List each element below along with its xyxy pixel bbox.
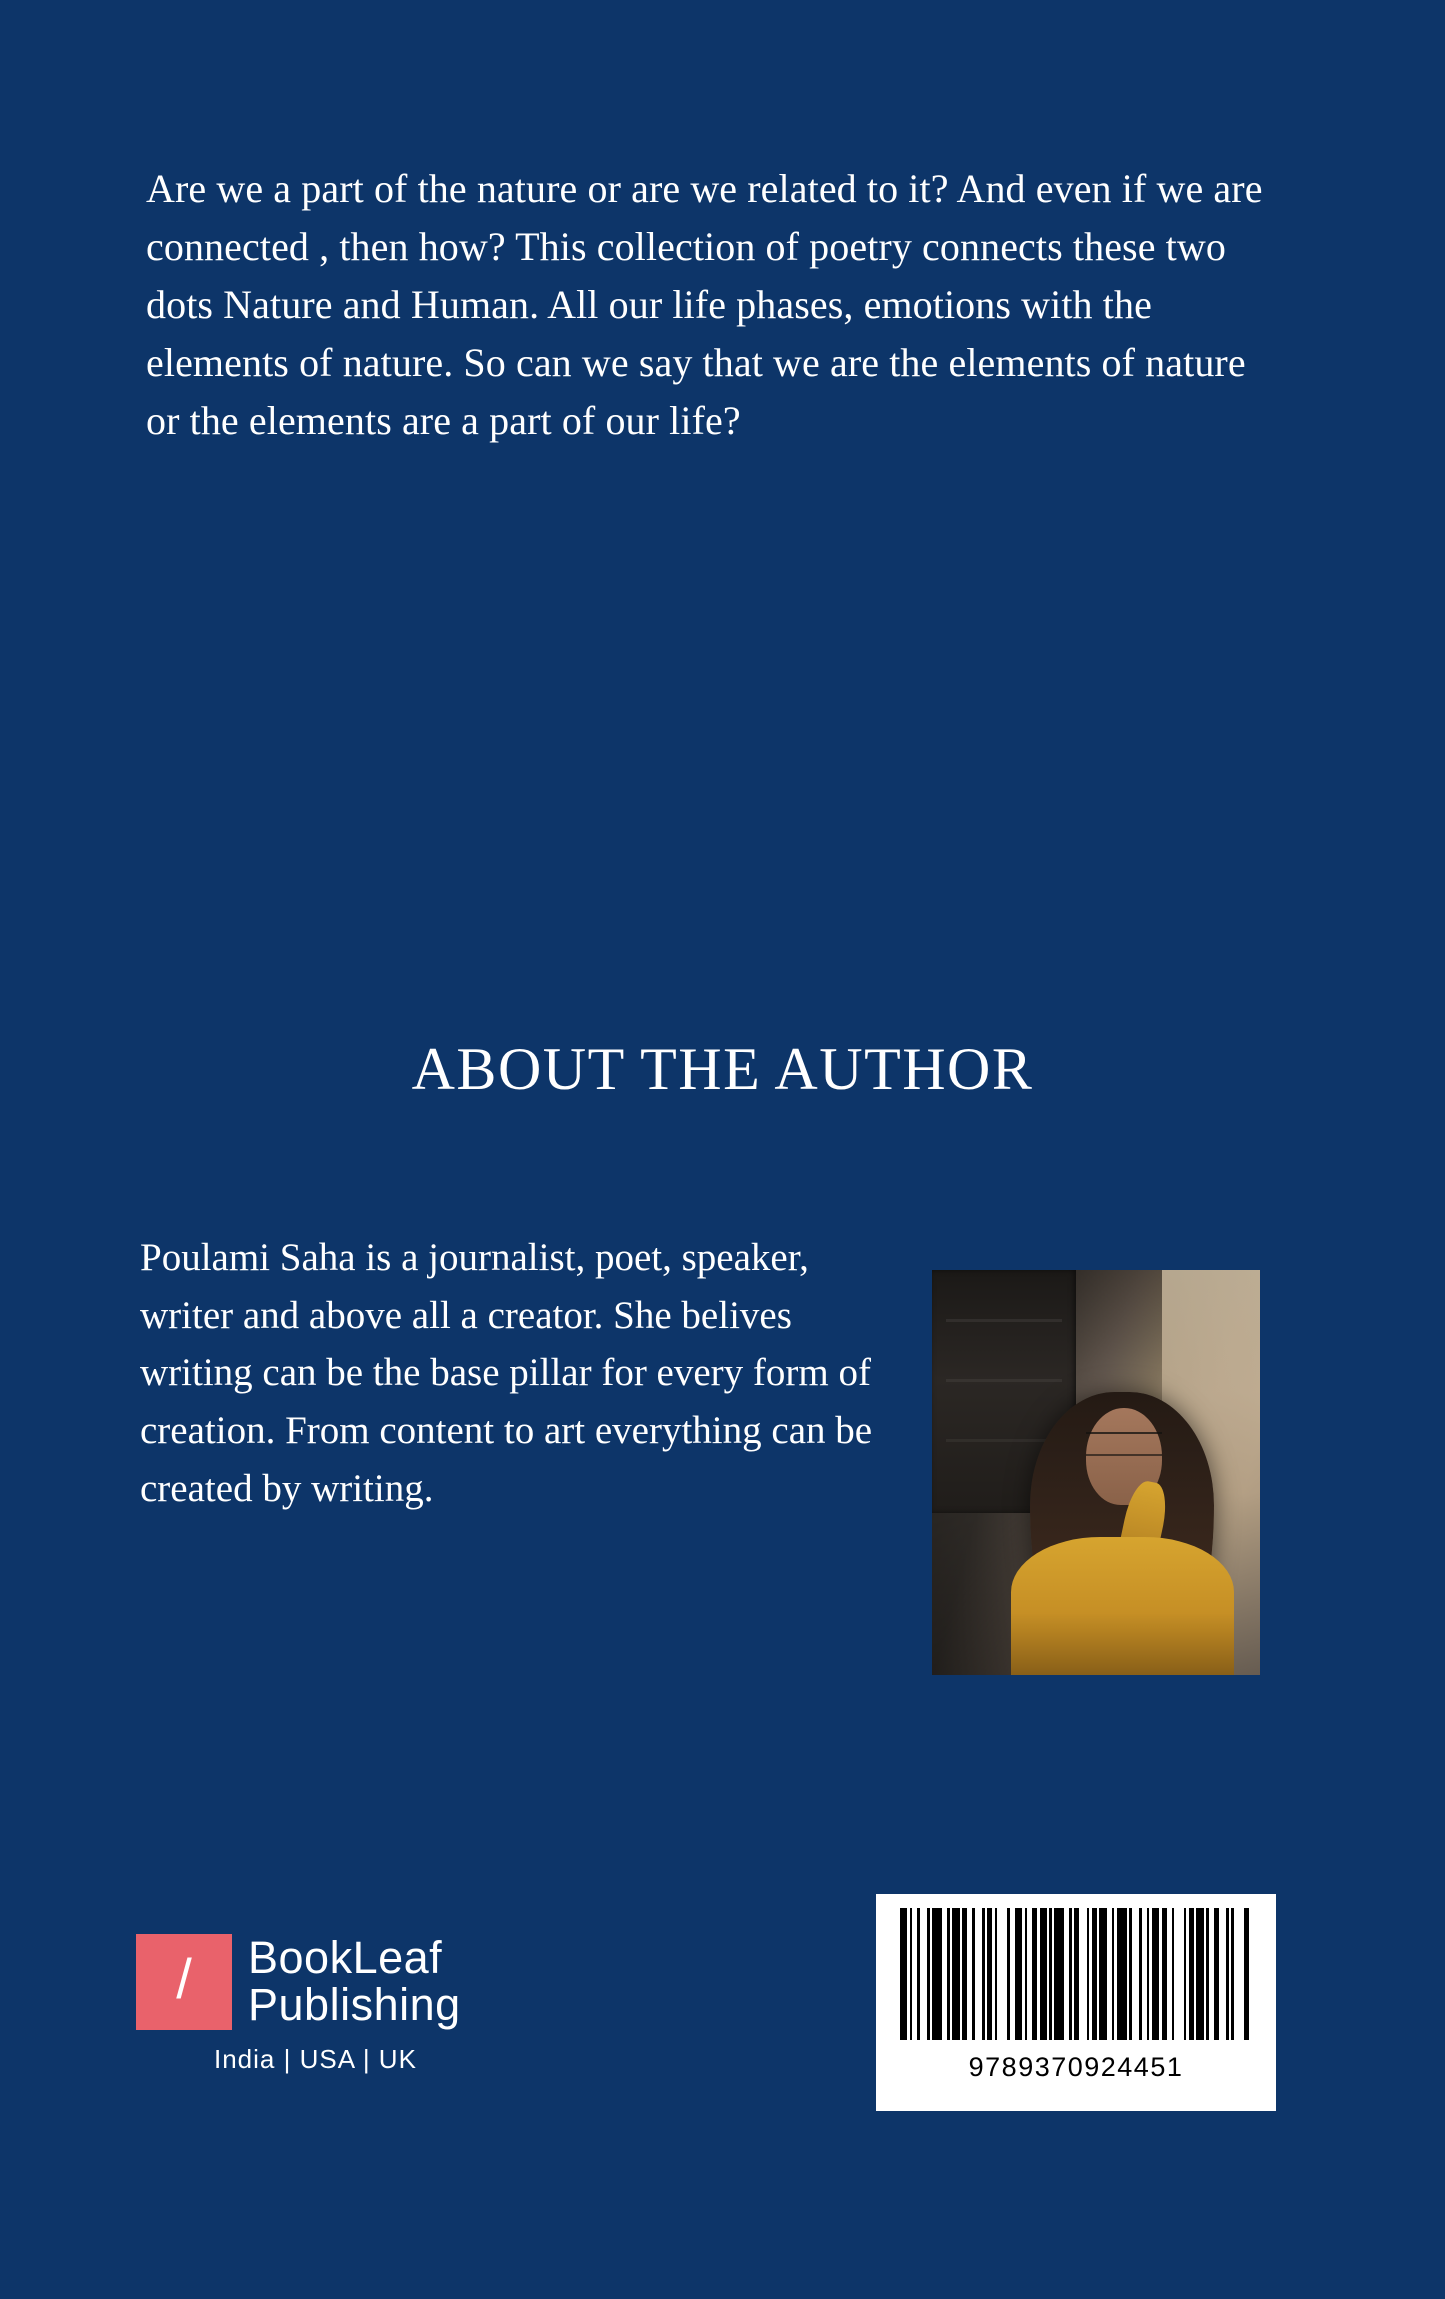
author-portrait-photo [932, 1270, 1260, 1675]
barcode-bar [975, 1908, 982, 2040]
portrait-clothing [1011, 1537, 1234, 1675]
barcode-bar [900, 1908, 907, 2040]
barcode-bar [1099, 1908, 1106, 2040]
author-bio: Poulami Saha is a journalist, poet, speaker, writer and above all a creator. She belives writing can be the base pillar for every form of creation. From content to art everything can be created by writing. [140, 1236, 873, 1510]
barcode-bar [1152, 1908, 1159, 2040]
barcode-bar [1040, 1908, 1047, 2040]
portrait-glasses [1086, 1432, 1161, 1456]
barcode-bar [1234, 1908, 1244, 2040]
publisher-regions: India | USA | UK [214, 2044, 417, 2074]
barcode-bar [952, 1908, 959, 2040]
slash-mark-icon [136, 1934, 232, 2030]
barcode-bar [1174, 1908, 1184, 2040]
slash-glyph: / [176, 1947, 192, 2010]
barcode-bar [1054, 1908, 1064, 2040]
barcode-bar [1079, 1908, 1086, 2040]
publisher-name-line1: BookLeaf [248, 1932, 443, 1984]
publisher-name [248, 1932, 461, 2030]
barcode-bar [1249, 1908, 1251, 2040]
barcode-bar [1015, 1908, 1022, 2040]
barcode [876, 1894, 1276, 2111]
barcode-bar [1196, 1908, 1203, 2040]
barcode-bar [920, 1908, 927, 2040]
book-blurb: Are we a part of the nature or are we related to it? And even if we are connected , then how? This collection of poetry connects these two dots Nature and Human. All our life phases, emotions with the elements of nature. So can we say that we are the elements of nature or the elements are a part of our life? [146, 166, 1263, 443]
barcode-bar [1132, 1908, 1139, 2040]
about-the-author-heading: ABOUT THE AUTHOR [411, 1036, 1034, 1102]
barcode-bars [900, 1908, 1252, 2040]
barcode-bar [932, 1908, 942, 2040]
barcode-bar [1219, 1908, 1226, 2040]
barcode-bar [1117, 1908, 1127, 2040]
publisher-logo [136, 1934, 556, 2075]
barcode-bar [997, 1908, 1007, 2040]
publisher-name-line2: Publishing [248, 1979, 461, 2030]
publisher-logo-row [136, 1934, 556, 2030]
barcode-number: 9789370924451 [968, 2052, 1184, 2082]
portrait-background [932, 1270, 1260, 1675]
